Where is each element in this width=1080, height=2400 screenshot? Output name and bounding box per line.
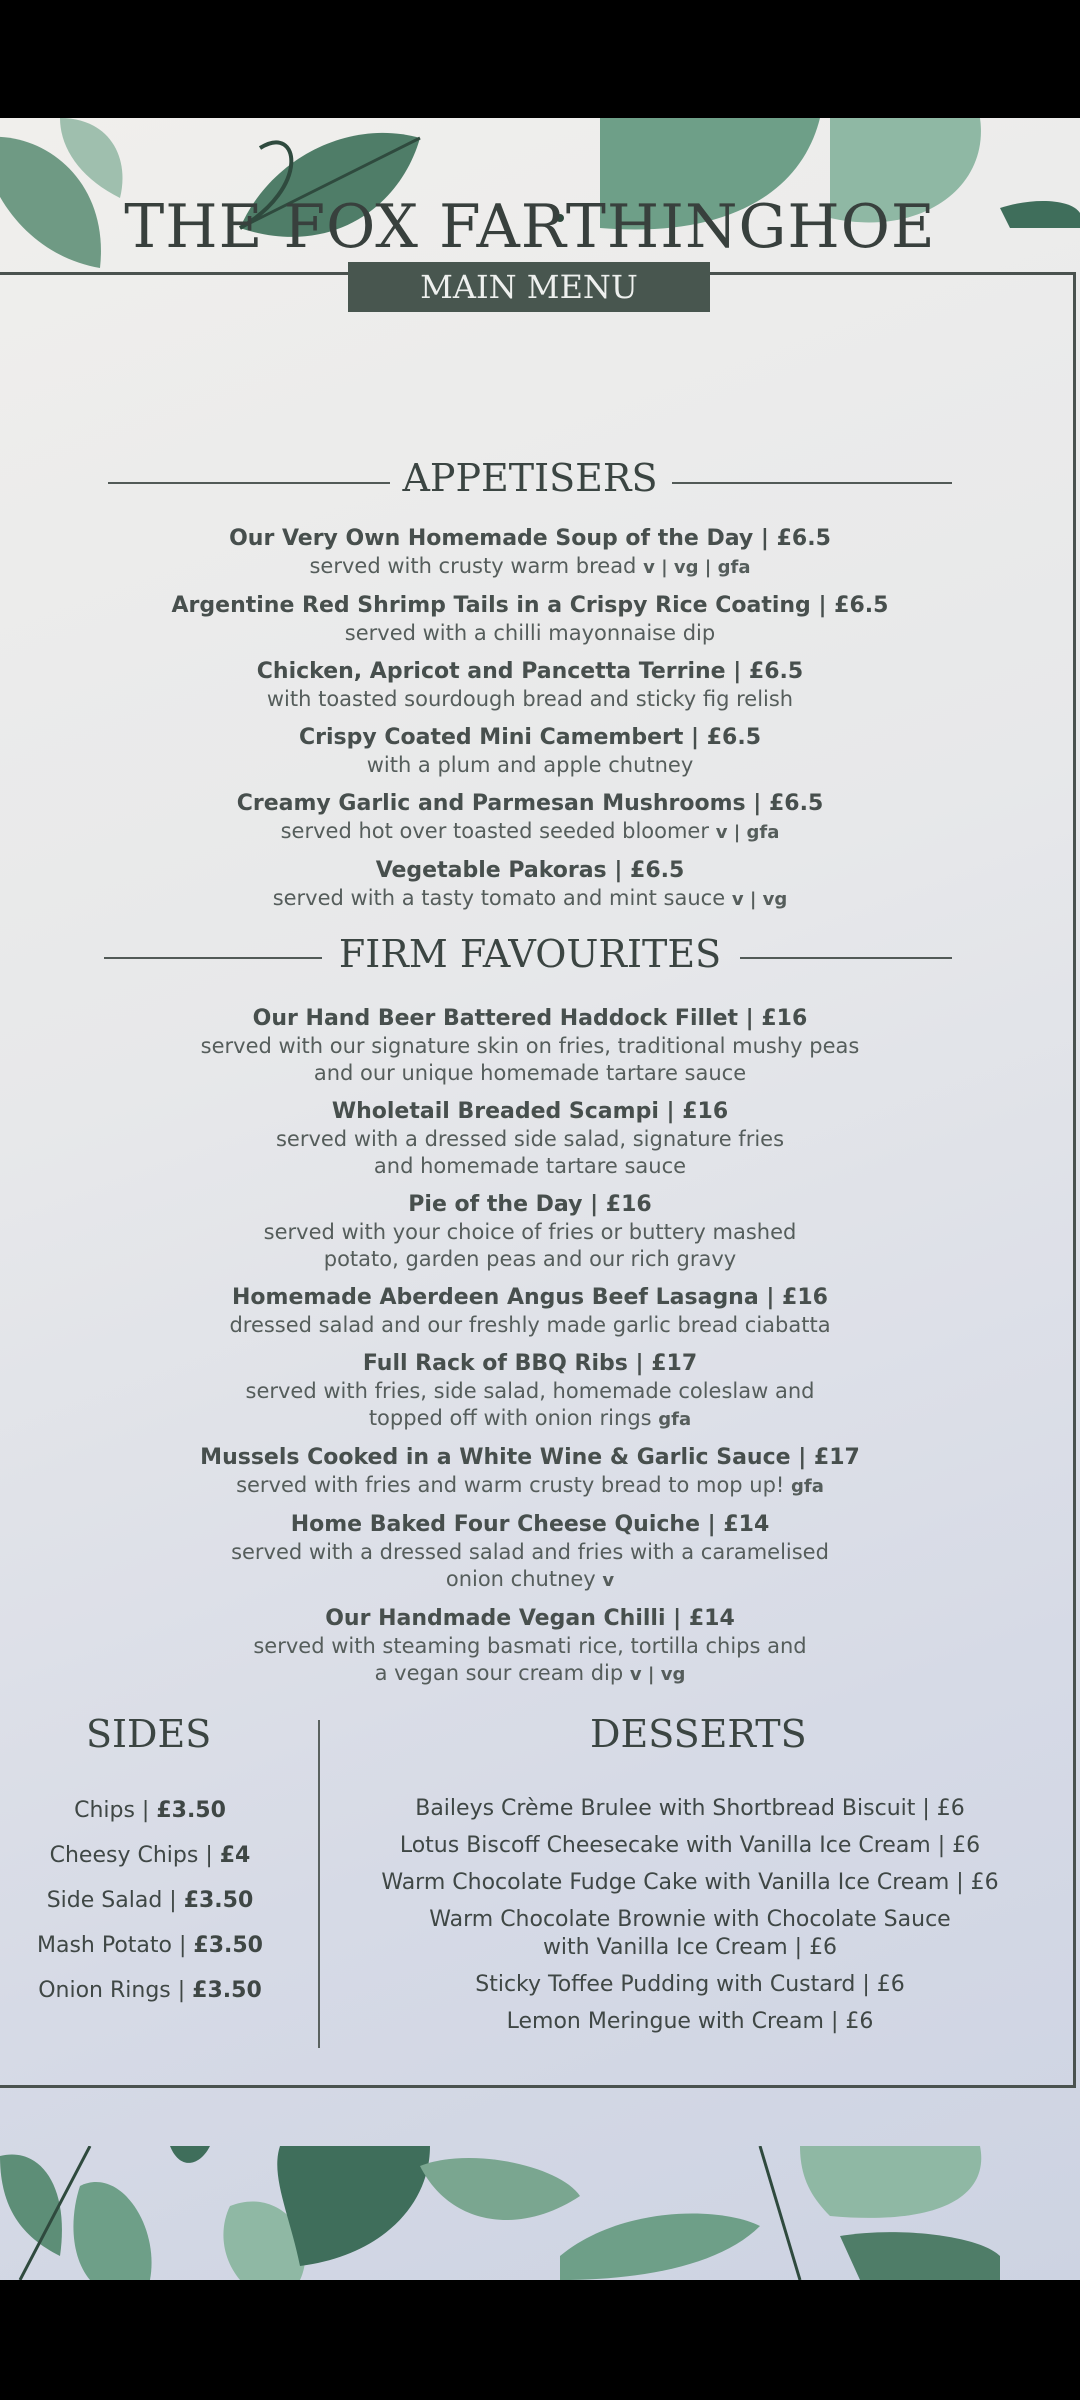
dietary-flag: gfa bbox=[658, 1409, 692, 1430]
item-description: with a plum and apple chutney bbox=[366, 753, 694, 777]
side-name: Side Salad bbox=[46, 1888, 163, 1913]
favourites-list bbox=[0, 1005, 1060, 1699]
item-name: Full Rack of BBQ Ribs | £17 bbox=[362, 1351, 698, 1376]
leaf-decoration bbox=[0, 2146, 1000, 2280]
item-name: Mussels Cooked in a White Wine & Garlic Sauce | £17 bbox=[200, 1445, 860, 1470]
item-description: dressed salad and our freshly made garlic bread ciabatta bbox=[229, 1313, 831, 1337]
item-name: Home Baked Four Cheese Quiche | £14 bbox=[290, 1512, 770, 1537]
item-description bbox=[0, 553, 1060, 581]
side-price: £3.50 bbox=[192, 1978, 262, 2003]
item-description: served with a dressed side salad, signature fries and homemade tartare sauce bbox=[275, 1127, 785, 1178]
desserts-heading: DESSERTS bbox=[590, 1712, 807, 1756]
item-name: Argentine Red Shrimp Tails in a Crispy Rice Coating | £6.5 bbox=[171, 593, 889, 618]
list-item: Warm Chocolate Brownie with Chocolate Sauce with Vanilla Ice Cream | £6 bbox=[429, 1907, 951, 1960]
list-item bbox=[0, 1098, 1060, 1180]
item-name: Crispy Coated Mini Camembert | £6.5 bbox=[298, 725, 762, 750]
list-item bbox=[0, 790, 1060, 846]
appetisers-list bbox=[0, 525, 1060, 924]
item-description bbox=[0, 1539, 1060, 1594]
list-item bbox=[0, 1005, 1060, 1087]
side-name: Chips bbox=[74, 1798, 135, 1823]
side-name: Mash Potato bbox=[37, 1933, 172, 1958]
item-description bbox=[0, 885, 1060, 913]
dietary-flag: v | vg bbox=[731, 889, 788, 910]
dietary-flag: v | vg bbox=[629, 1664, 686, 1685]
dietary-flag: gfa bbox=[791, 1476, 824, 1497]
list-item: Warm Chocolate Fudge Cake with Vanilla Ice Cream | £6 bbox=[381, 1870, 999, 1895]
list-item: Sticky Toffee Pudding with Custard | £6 bbox=[475, 1972, 905, 1997]
column-divider bbox=[318, 1720, 320, 2048]
side-price: £3.50 bbox=[193, 1933, 263, 1958]
item-description-text: served with a tasty tomato and mint sauce bbox=[272, 886, 726, 910]
favourites-heading: FIRM FAVOURITES bbox=[338, 932, 722, 976]
item-name: Our Hand Beer Battered Haddock Fillet | £16 bbox=[252, 1006, 808, 1031]
item-name: Our Very Own Homemade Soup of the Day | £6.5 bbox=[229, 526, 831, 551]
item-name: Vegetable Pakoras | £6.5 bbox=[375, 858, 685, 883]
list-item bbox=[0, 1444, 1060, 1500]
list-item bbox=[0, 1605, 1060, 1688]
appetisers-heading: APPETISERS bbox=[402, 456, 658, 500]
desserts-list bbox=[340, 1795, 1040, 2045]
list-item: Mash Potato | £3.50 bbox=[37, 1933, 263, 1958]
item-name: Wholetail Breaded Scampi | £16 bbox=[331, 1099, 729, 1124]
item-description-text: served hot over toasted seeded bloomer bbox=[280, 819, 709, 843]
item-description bbox=[0, 1633, 1060, 1688]
item-description: served with a chilli mayonnaise dip bbox=[344, 621, 716, 645]
list-item bbox=[0, 1191, 1060, 1273]
list-item bbox=[0, 592, 1060, 647]
item-description bbox=[0, 1472, 1060, 1500]
item-name: Creamy Garlic and Parmesan Mushrooms | £6.5 bbox=[236, 791, 824, 816]
leaf-decoration-bottom bbox=[0, 2146, 1080, 2280]
item-description: served with our signature skin on fries, traditional mushy peas and our unique homemade tartare sauce bbox=[200, 1034, 860, 1085]
item-name: Pie of the Day | £16 bbox=[408, 1192, 652, 1217]
list-item bbox=[0, 525, 1060, 581]
list-item bbox=[0, 1350, 1060, 1433]
side-price: £3.50 bbox=[183, 1888, 254, 1913]
item-description bbox=[0, 818, 1060, 846]
list-item bbox=[0, 658, 1060, 713]
sides-heading: SIDES bbox=[86, 1712, 212, 1756]
sides-list bbox=[0, 1788, 300, 2013]
item-name: Chicken, Apricot and Pancetta Terrine | £6.5 bbox=[256, 659, 804, 684]
side-name: Cheesy Chips bbox=[49, 1843, 199, 1868]
menu-subtitle-badge: MAIN MENU bbox=[348, 262, 710, 312]
dietary-flag: v | gfa bbox=[715, 822, 780, 843]
item-description-text: served with crusty warm bread bbox=[309, 554, 637, 578]
item-name: Our Handmade Vegan Chilli | £14 bbox=[325, 1606, 735, 1631]
item-description-text: served with a dressed salad and fries with a caramelised onion chutney bbox=[231, 1540, 829, 1591]
list-item: Lotus Biscoff Cheesecake with Vanilla Ice Cream | £6 bbox=[399, 1833, 981, 1858]
item-description-text: served with fries, side salad, homemade coleslaw and topped off with onion rings bbox=[245, 1379, 815, 1430]
item-description-text: served with fries and warm crusty bread to mop up! bbox=[236, 1473, 785, 1497]
side-price: £4 bbox=[219, 1843, 251, 1868]
list-item bbox=[0, 724, 1060, 779]
list-item: Side Salad | £3.50 bbox=[46, 1888, 254, 1913]
list-item bbox=[0, 857, 1060, 913]
list-item bbox=[0, 1284, 1060, 1339]
list-item: Baileys Crème Brulee with Shortbread Biscuit | £6 bbox=[415, 1796, 965, 1821]
list-item: Chips | £3.50 bbox=[74, 1798, 226, 1823]
item-description bbox=[0, 1378, 1060, 1433]
side-price: £3.50 bbox=[156, 1798, 226, 1823]
item-description-text: served with steaming basmati rice, tortilla chips and a vegan sour cream dip bbox=[253, 1634, 807, 1685]
restaurant-title: THE FOX FARTHINGHOE bbox=[124, 192, 936, 262]
list-item: Lemon Meringue with Cream | £6 bbox=[506, 2009, 874, 2034]
item-description: with toasted sourdough bread and sticky fig relish bbox=[266, 687, 794, 711]
dietary-flag: v | vg | gfa bbox=[643, 557, 751, 578]
item-name: Homemade Aberdeen Angus Beef Lasagna | £16 bbox=[232, 1285, 828, 1310]
list-item: Onion Rings | £3.50 bbox=[38, 1978, 262, 2003]
item-description: served with your choice of fries or buttery mashed potato, garden peas and our rich gravy bbox=[263, 1220, 797, 1271]
list-item: Cheesy Chips | £4 bbox=[49, 1843, 251, 1868]
dietary-flag: v bbox=[602, 1570, 615, 1591]
side-name: Onion Rings bbox=[38, 1978, 171, 2003]
list-item bbox=[0, 1511, 1060, 1594]
